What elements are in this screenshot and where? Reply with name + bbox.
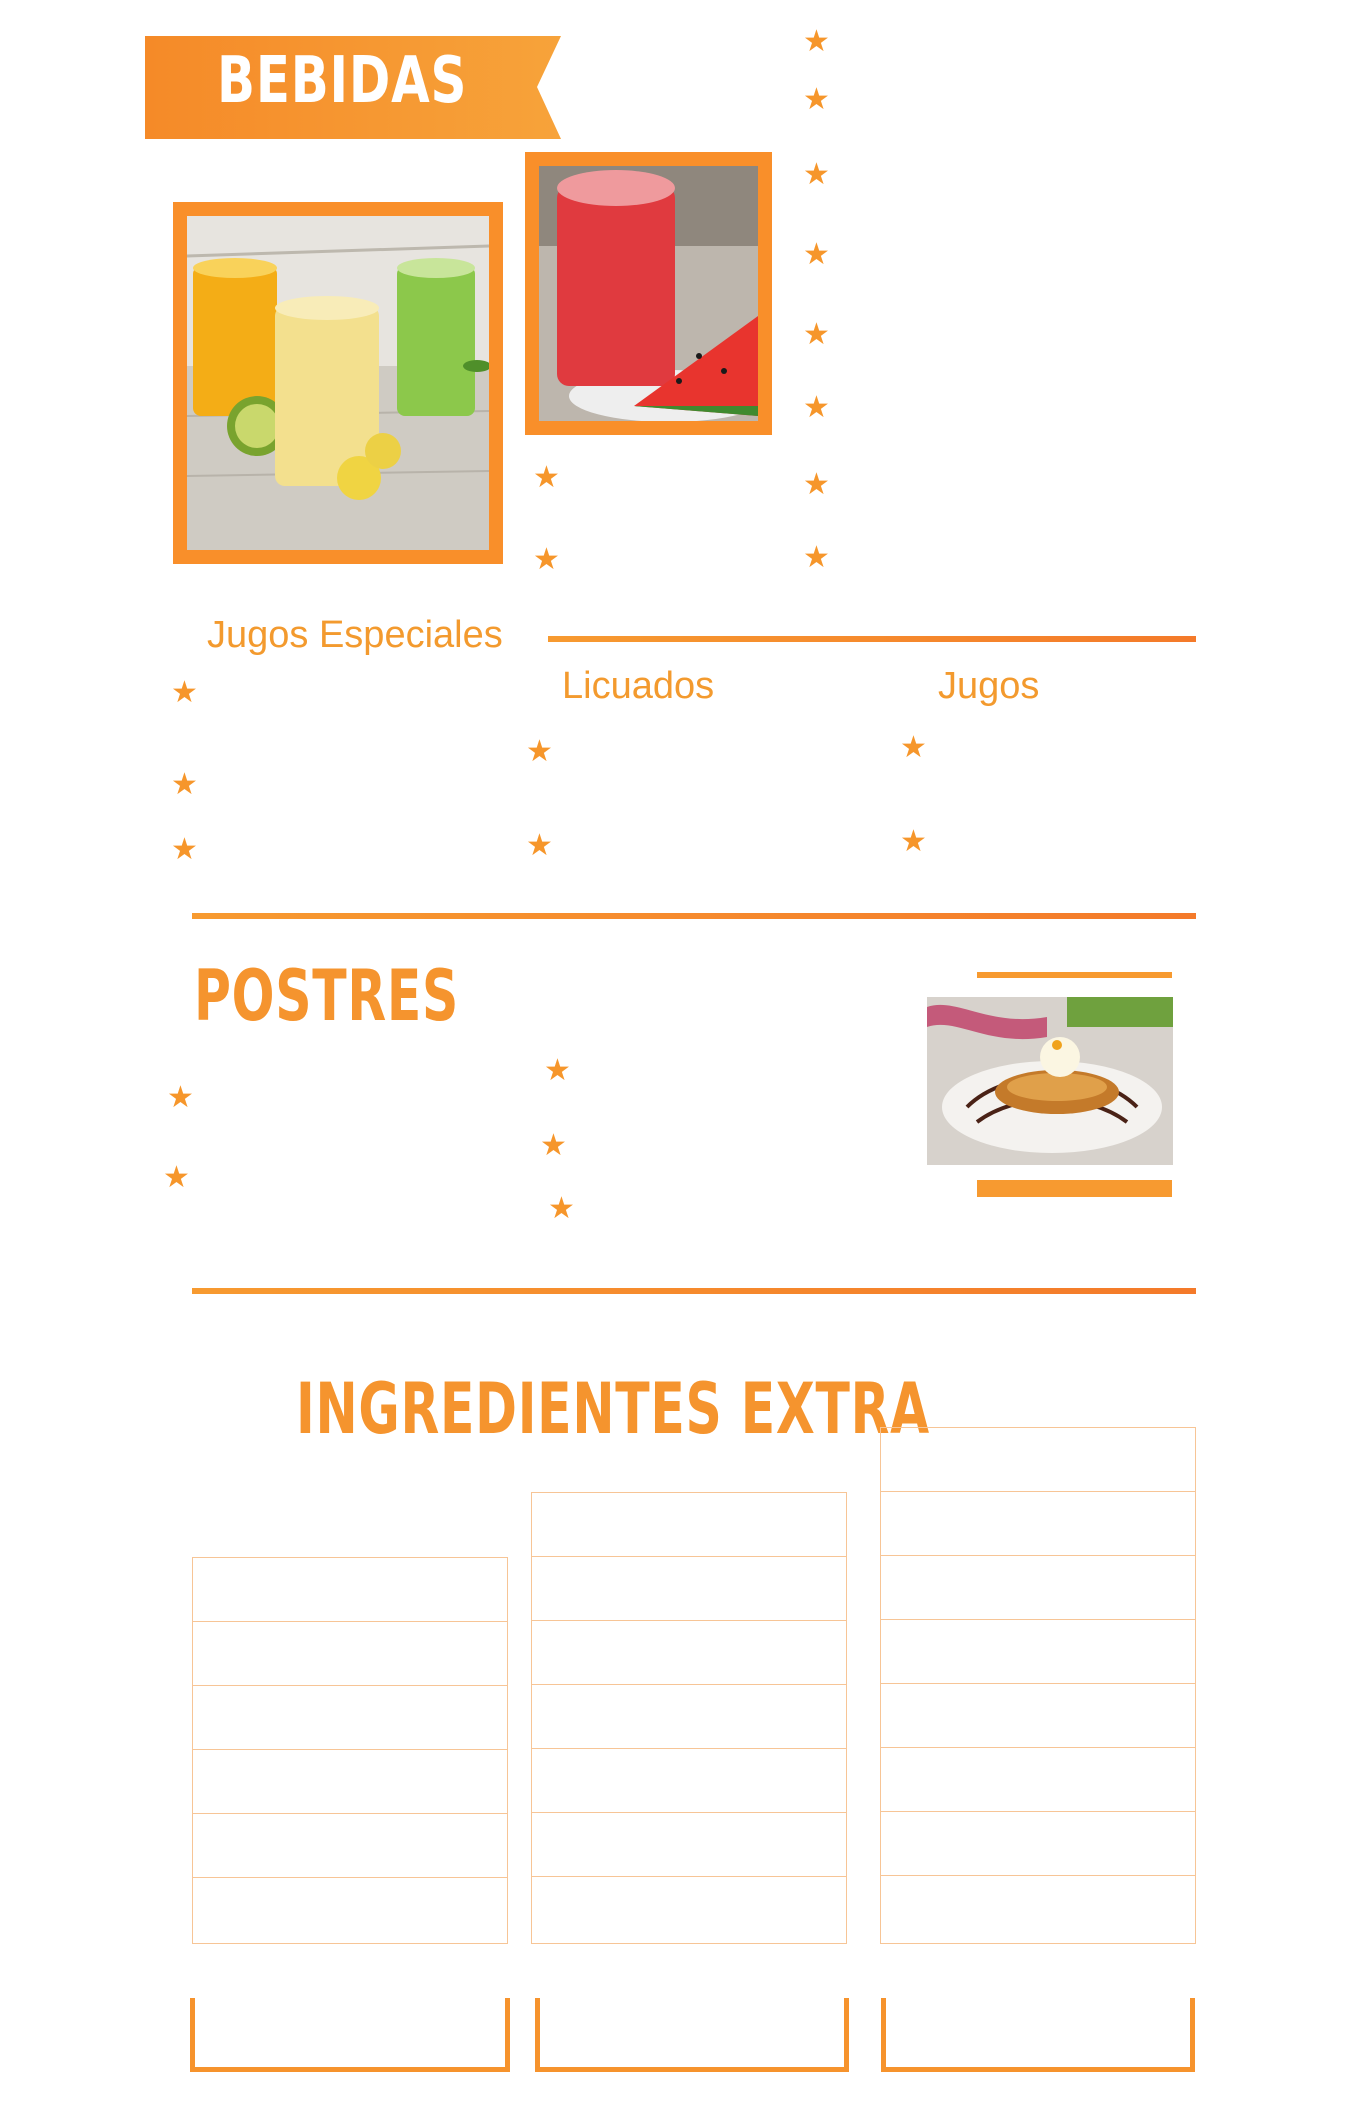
bebidas-title: BEBIDAS [217, 44, 468, 118]
table-row [532, 1877, 846, 1941]
star-icon: ★ [548, 1191, 575, 1226]
category-jugos-especiales: Jugos Especiales [207, 614, 503, 656]
star-icon: ★ [803, 237, 830, 272]
table-row [193, 1750, 507, 1814]
star-icon: ★ [803, 157, 830, 192]
star-icon: ★ [544, 1053, 571, 1088]
dessert-bottom-bar [977, 1180, 1172, 1197]
star-icon: ★ [533, 460, 560, 495]
watermelon-image [539, 166, 758, 421]
star-icon: ★ [803, 24, 830, 59]
table-row [881, 1492, 1195, 1556]
star-icon: ★ [526, 734, 553, 769]
star-icon: ★ [803, 390, 830, 425]
divider-line [548, 636, 1196, 642]
star-icon: ★ [171, 675, 198, 710]
section-divider [192, 1288, 1196, 1294]
star-icon: ★ [803, 467, 830, 502]
category-licuados: Licuados [562, 665, 715, 707]
table-row [881, 1748, 1195, 1812]
bebidas-banner [145, 36, 561, 139]
ingredientes-title: INGREDIENTES EXTRA [296, 1368, 930, 1450]
table-row [532, 1493, 846, 1557]
category-jugos: Jugos [938, 665, 1040, 707]
table-row [881, 1428, 1195, 1492]
star-icon: ★ [803, 540, 830, 575]
ingredients-table-1 [192, 1557, 508, 1944]
star-icon: ★ [163, 1160, 190, 1195]
table-row [193, 1878, 507, 1942]
table-row [881, 1620, 1195, 1684]
table-row [881, 1556, 1195, 1620]
star-icon: ★ [803, 317, 830, 352]
star-icon: ★ [526, 828, 553, 863]
section-divider [192, 913, 1196, 919]
dessert-image [927, 997, 1173, 1165]
table-row [881, 1876, 1195, 1940]
star-icon: ★ [900, 824, 927, 859]
bottom-bracket [881, 1998, 1195, 2072]
table-row [532, 1557, 846, 1621]
table-row [532, 1685, 846, 1749]
star-icon: ★ [533, 542, 560, 577]
table-row [193, 1814, 507, 1878]
table-row [193, 1686, 507, 1750]
postres-title: POSTRES [194, 955, 460, 1037]
juices-photo [173, 202, 503, 564]
dessert-photo [927, 997, 1173, 1165]
table-row [532, 1621, 846, 1685]
star-icon: ★ [171, 767, 198, 802]
star-icon: ★ [900, 730, 927, 765]
table-row [881, 1684, 1195, 1748]
star-icon: ★ [171, 832, 198, 867]
bottom-bracket [190, 1998, 510, 2072]
table-row [532, 1749, 846, 1813]
star-icon: ★ [167, 1080, 194, 1115]
star-icon: ★ [540, 1128, 567, 1163]
star-icon: ★ [803, 82, 830, 117]
ingredients-table-2 [531, 1492, 847, 1944]
dessert-top-bar [977, 972, 1172, 978]
table-row [193, 1558, 507, 1622]
table-row [881, 1812, 1195, 1876]
juices-image [187, 216, 489, 550]
watermelon-photo [525, 152, 772, 435]
table-row [193, 1622, 507, 1686]
bottom-bracket [535, 1998, 849, 2072]
ingredients-table-3 [880, 1427, 1196, 1944]
table-row [532, 1813, 846, 1877]
